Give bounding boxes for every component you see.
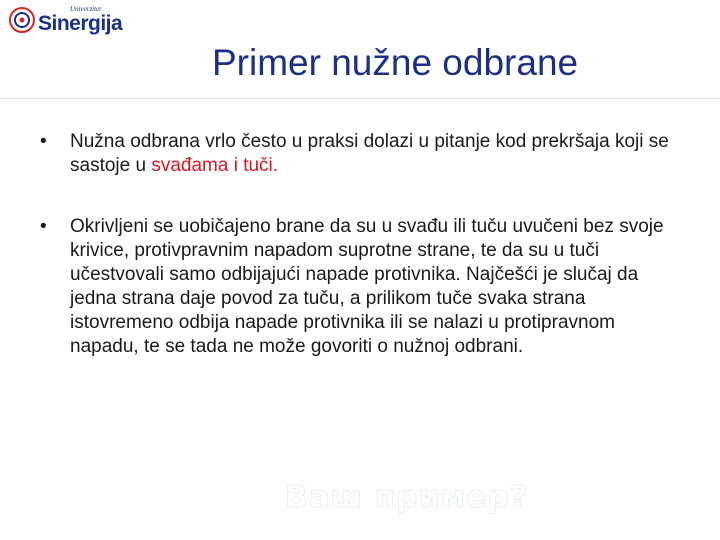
- bullet-text: Nužna odbrana vrlo često u praksi dolazi u pitanje kod prekršaja koji se sastoje u: [70, 131, 669, 176]
- university-crest-icon: [8, 6, 36, 34]
- bullet-marker: •: [40, 216, 47, 237]
- footer-prompt: Ваш пример?: [285, 480, 529, 515]
- logo-subtitle: Univerzitet: [70, 4, 102, 13]
- logo-name: Sinergija: [38, 11, 123, 35]
- bullet-highlight: svađama i tuči.: [151, 155, 279, 176]
- slide-body: [40, 130, 680, 359]
- university-logo: [8, 6, 122, 34]
- logo-wordmark: [38, 4, 123, 35]
- bullet-text: Okrivljeni se uobičajeno brane da su u svađu ili tuču uvučeni bez svoje krivice, protivpravnim napadom suprotne strane, te da su u tuči učestvovali samo odbijajući napade protivnika. Najčešći je slučaj da jedna strana daje povod za tuču, a prilikom tuče svaka strana istovremeno odbija napade protivnika ili se nalazi u protipravnom napadu, te se tada ne može govoriti o nužnoj odbrani.: [70, 216, 664, 357]
- bullet-item: [40, 130, 680, 178]
- bullet-marker: •: [40, 131, 47, 152]
- slide-title: Primer nužne odbrane: [212, 42, 579, 83]
- bullet-item: [40, 215, 680, 359]
- title-divider: [0, 98, 720, 99]
